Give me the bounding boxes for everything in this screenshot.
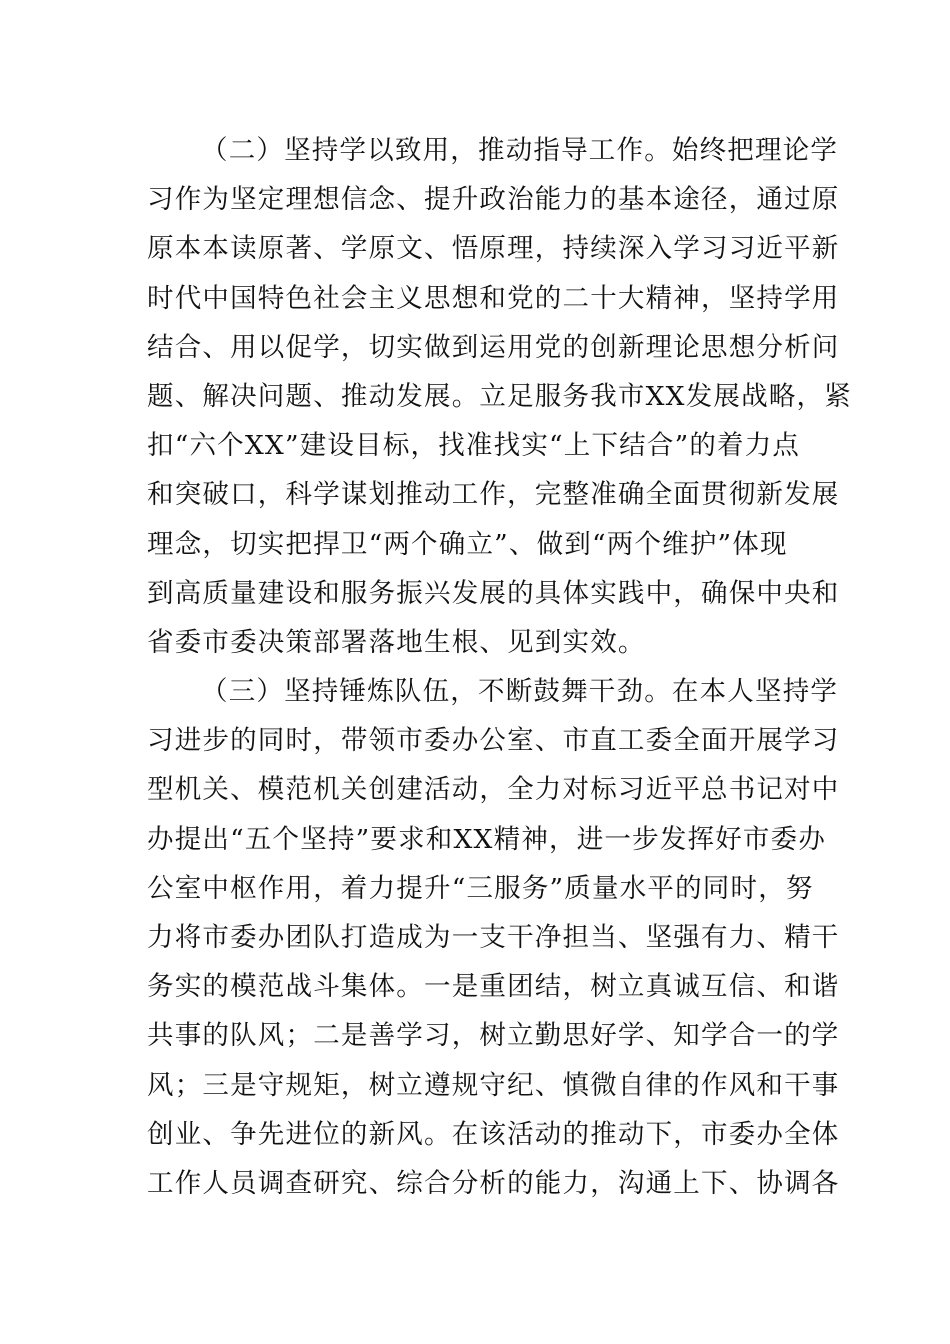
text-line: 型机关、模范机关创建活动，全力对标习近平总书记对中 xyxy=(147,774,840,806)
text-line: 工作人员调查研究、综合分析的能力，沟通上下、协调各 xyxy=(147,1167,840,1199)
text-line: 务实的模范战斗集体。一是重团结，树立真诚互信、和谐 xyxy=(147,971,840,1003)
text-line: （三）坚持锤炼队伍，不断鼓舞干劲。在本人坚持学 xyxy=(201,676,839,708)
text-line: 到高质量建设和服务振兴发展的具体实践中，确保中央和 xyxy=(147,577,840,609)
document-body xyxy=(147,126,852,1208)
text-line: 习作为坚定理想信念、提升政治能力的基本途径，通过原 xyxy=(147,184,840,216)
text-line: 创业、争先进位的新风。在该活动的推动下，市委办全体 xyxy=(147,1118,840,1150)
text-line: 扣“六个XX”建设目标，找准找实“上下结合”的着力点 xyxy=(147,430,801,462)
text-line: 题、解决问题、推动发展。立足服务我市XX发展战略，紧 xyxy=(147,380,852,412)
paragraph-section-2 xyxy=(147,126,852,667)
text-line: 理念，切实把捍卫“两个确立”、做到“两个维护”体现 xyxy=(147,528,788,560)
text-line: 力将市委办团队打造成为一支干净担当、坚强有力、精干 xyxy=(147,922,840,953)
text-line: 共事的队风；二是善学习，树立勤思好学、知学合一的学 xyxy=(147,1020,840,1052)
text-line: 风；三是守规矩，树立遵规守纪、慎微自律的作风和干事 xyxy=(147,1069,840,1101)
text-line: 公室中枢作用，着力提升“三服务”质量水平的同时，努 xyxy=(147,872,814,904)
text-line: 习进步的同时，带领市委办公室、市直工委全面开展学习 xyxy=(147,725,840,757)
text-line: 和突破口，科学谋划推动工作，完整准确全面贯彻新发展 xyxy=(147,479,840,511)
paragraph-section-3 xyxy=(147,667,840,1208)
text-line: 结合、用以促学，切实做到运用党的创新理论思想分析问 xyxy=(147,331,840,363)
text-line: （二）坚持学以致用，推动指导工作。始终把理论学 xyxy=(201,135,839,166)
text-line: 办提出“五个坚持”要求和XX精神，进一步发挥好市委办 xyxy=(147,823,827,855)
text-line: 时代中国特色社会主义思想和党的二十大精神，坚持学用 xyxy=(147,282,840,314)
text-line: 原本本读原著、学原文、悟原理，持续深入学习习近平新 xyxy=(147,233,840,265)
text-line: 省委市委决策部署落地生根、见到实效。 xyxy=(147,626,646,658)
